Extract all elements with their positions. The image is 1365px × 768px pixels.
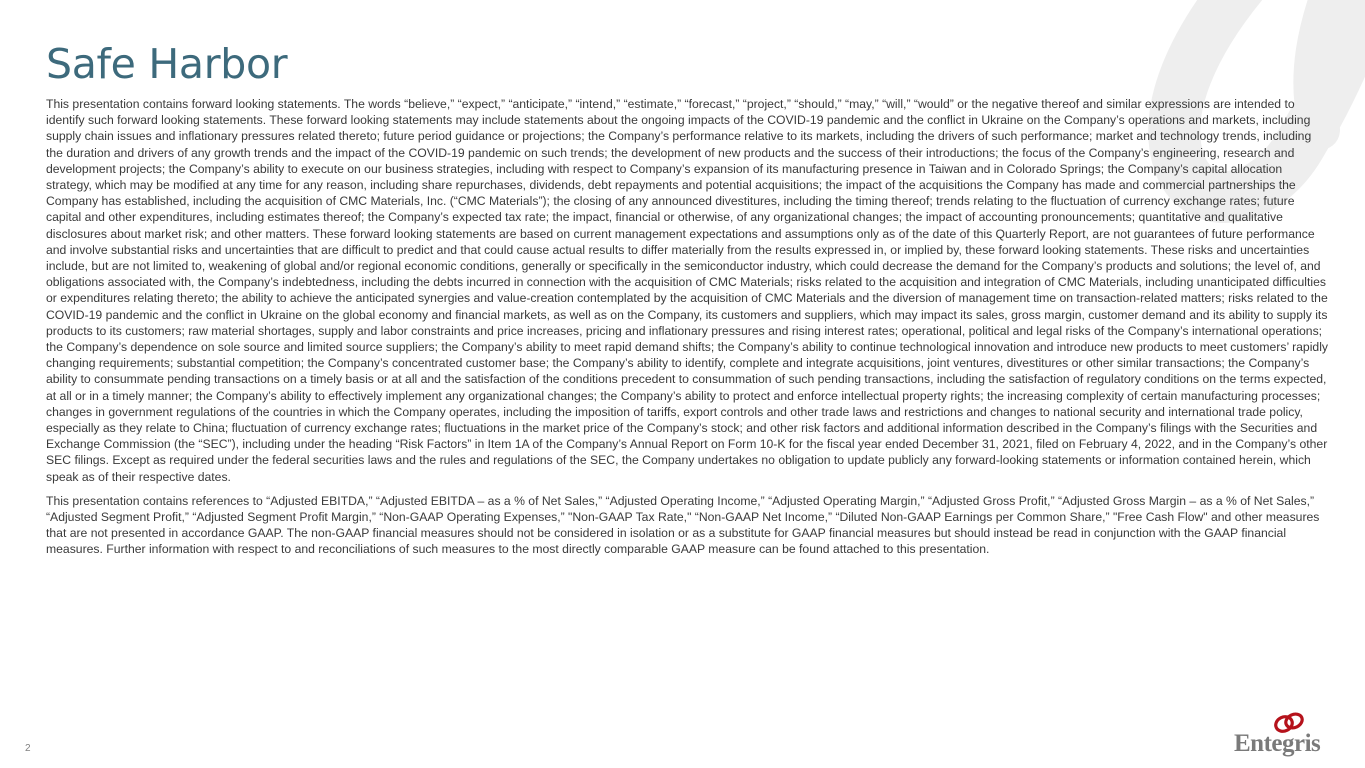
non-gaap-measures-paragraph: This presentation contains references to “Adjusted EBITDA,” “Adjusted EBITDA – as a % of Net Sales,” “Adjusted Operating Income,” “Adjusted Operating Margin,” “Adjusted Gross Profit,” “Adjusted Gross Margin – as a % of Net Sales,” “Adjusted Segment Profit,” “Adjusted Segment Profit Margin,” “Non-GAAP Operating Expenses,” "Non-GAAP Tax Rate," “Non-GAAP Net Income,” “Diluted Non-GAAP Earnings per Common Share,” "Free Cash Flow" and other measures that are not presented in accordance GAAP. The non-GAAP financial measures should not be considered in isolation or as a substitute for GAAP financial measures but should instead be read in conjunction with the GAAP financial measures. Further information with respect to and reconciliations of such measures to the most directly comparable GAAP measure can be found attached to this presentation. bbox=[46, 493, 1320, 557]
safe-harbor-text bbox=[46, 96, 1330, 566]
entegris-logo bbox=[1232, 712, 1342, 762]
logo-wordmark: Entegris bbox=[1234, 730, 1321, 757]
forward-looking-statements-paragraph: This presentation contains forward looking statements. The words “believe,” “expect,” “anticipate,” “intend,” “estimate,” “forecast,” “project,” “should,” “may,” “will,” “would” or the negative thereof and similar expressions are intended to identify such forward looking statements. These forward looking statements may include statements about the ongoing impacts of the COVID-19 pandemic and the conflict in Ukraine on the Company’s operations and markets, including supply chain issues and inflationary pressures related thereto; future period guidance or projections; the Company’s performance relative to its markets, including the drivers of such performance; market and technology trends, including the duration and drivers of any growth trends and the impact of the COVID-19 pandemic on such trends; the development of new products and the success of their introductions; the focus of the Company’s engineering, research and development projects; the Company’s ability to execute on our business strategies, including with respect to Company’s expansion of its manufacturing presence in Taiwan and in Colorado Springs; the Company’s capital allocation strategy, which may be modified at any time for any reason, including share repurchases, dividends, debt repayments and potential acquisitions; the impact of the acquisitions the Company has made and commercial partnerships the Company has established, including the acquisition of CMC Materials, Inc. (“CMC Materials”); the closing of any announced divestitures, including the timing thereof; trends relating to the fluctuation of currency exchange rates; future capital and other expenditures, including estimates thereof; the Company’s expected tax rate; the impact, financial or otherwise, of any organizational changes; the impact of accounting pronouncements; quantitative and qualitative disclosures about market risk; and other matters. These forward looking statements are based on current management expectations and assumptions only as of the date of this Quarterly Report, are not guarantees of future performance and involve substantial risks and uncertainties that are difficult to predict and that could cause actual results to differ materially from the results expressed in, or implied by, these forward looking statements. These risks and uncertainties include, but are not limited to, weakening of global and/or regional economic conditions, generally or specifically in the semiconductor industry, which could decrease the demand for the Company’s products and solutions; the level of, and obligations associated with, the Company’s indebtedness, including the debts incurred in connection with the acquisition of CMC Materials; risks related to the acquisition and integration of CMC Materials, including unanticipated difficulties or expenditures relating thereto; the ability to achieve the anticipated synergies and value-creation contemplated by the acquisition of CMC Materials and the diversion of management time on transaction-related matters; risks related to the COVID-19 pandemic and the conflict in Ukraine on the global economy and financial markets, as well as on the Company, its customers and suppliers, which may impact its sales, gross margin, customer demand and its ability to supply its products to its customers; raw material shortages, supply and labor constraints and price increases, pricing and inflationary pressures and rising interest rates; operational, political and legal risks of the Company’s international operations; the Company’s dependence on sole source and limited source suppliers; the Company’s ability to meet rapid demand shifts; the Company’s ability to continue technological innovation and introduce new products to meet customers’ rapidly changing requirements; substantial competition; the Company’s concentrated customer base; the Company’s ability to identify, complete and integrate acquisitions, joint ventures, divestitures or other similar transactions; the Company’s ability to consummate pending transactions on a timely basis or at all and the satisfaction of the conditions precedent to consummation of such pending transactions, including the satisfaction of regulatory conditions on the terms expected, at all or in a timely manner; the Company’s ability to effectively implement any organizational changes; the Company’s ability to protect and enforce intellectual property rights; the increasing complexity of certain manufacturing processes; changes in government regulations of the countries in which the Company operates, including the imposition of tariffs, export controls and other trade laws and restrictions and changes to national security and international trade policy, especially as they relate to China; fluctuation of currency exchange rates; fluctuations in the market price of the Company’s stock; and other risk factors and additional information described in the Company’s filings with the Securities and Exchange Commission (the “SEC”), including under the heading “Risk Factors” in Item 1A of the Company’s Annual Report on Form 10-K for the fiscal year ended December 31, 2021, filed on February 4, 2022, and in the Company’s other SEC filings. Except as required under the federal securities laws and the rules and regulations of the SEC, the Company undertakes no obligation to update publicly any forward-looking statements or information contained herein, which speak as of their respective dates. bbox=[46, 97, 1328, 484]
page-number: 2 bbox=[25, 743, 31, 754]
page-title: Safe Harbor bbox=[46, 40, 288, 88]
